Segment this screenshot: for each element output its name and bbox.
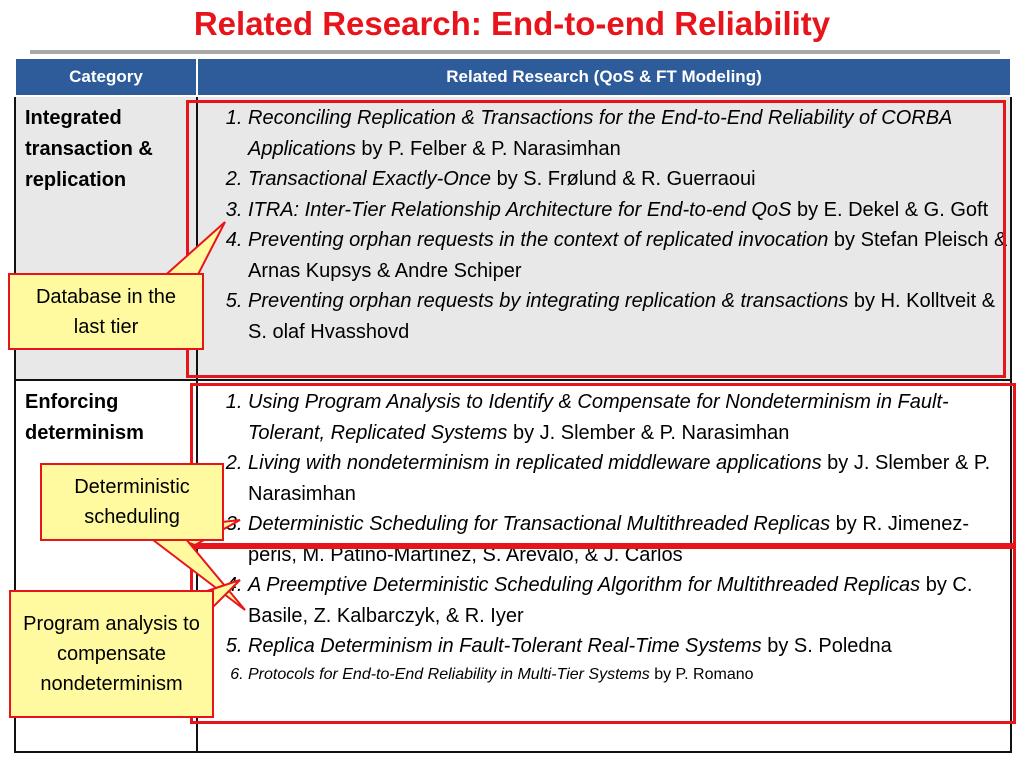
header-related-research: Related Research (QoS & FT Modeling): [197, 58, 1011, 96]
paper-authors: by J. Slember & P. Narasimhan: [248, 452, 991, 505]
paper-authors: by J. Slember & P. Narasimhan: [507, 421, 790, 444]
paper-authors: by P. Romano: [649, 665, 754, 683]
paper-title: Using Program Analysis to Identify & Compensate for Nondeterminism in Fault-Tolerant, Replicated Systems: [248, 391, 949, 444]
paper-title: Preventing orphan requests by integrating replication & transactions: [248, 290, 849, 312]
paper-authors: by S. Frølund & R. Guerraoui: [491, 168, 756, 190]
paper-authors: by H. Kolltveit & S. olaf Hvasshovd: [248, 290, 996, 343]
callout-deterministic-scheduling: Deterministic scheduling: [40, 463, 224, 541]
paper-authors: by Stefan Pleisch & Arnas Kupsys & Andre Schiper: [248, 229, 1008, 282]
paper-authors: by C. Basile, Z. Kalbarczyk, & R. Iyer: [248, 574, 973, 627]
paper-title: Reconciling Replication & Transactions for the End-to-End Reliability of CORBA Applications: [248, 107, 952, 160]
paper-title: Transactional Exactly-Once: [248, 168, 492, 190]
callout-program-analysis: Program analysis to compensate nondeterminism: [9, 590, 214, 718]
category-cell: Enforcing determinism: [25, 391, 144, 444]
slide-title: Related Research: End-to-end Reliability: [193, 5, 831, 42]
paper-authors: by P. Felber & P. Narasimhan: [355, 137, 621, 160]
paper-title: Deterministic Scheduling for Transactional Multithreaded Replicas: [248, 513, 831, 535]
paper-title: Protocols for End-to-End Reliability in Multi-Tier Systems: [248, 665, 650, 683]
paper-authors: by R. Jimenez-peris, M. Patino-Martínez, S. Arevalo, & J. Carlos: [248, 513, 970, 566]
paper-title: A Preemptive Deterministic Scheduling Algorithm for Multithreaded Replicas: [248, 574, 921, 596]
category-cell: Integrated transaction & replication: [25, 107, 153, 191]
callout-database: Database in the last tier: [8, 273, 204, 350]
header-category: Category: [15, 58, 197, 96]
paper-authors: by E. Dekel & G. Goft: [791, 198, 989, 221]
paper-authors: by S. Poledna: [761, 635, 892, 657]
paper-title: Living with nondeterminism in replicated middleware applications: [248, 452, 822, 474]
paper-title: Replica Determinism in Fault-Tolerant Real-Time Systems: [248, 635, 762, 657]
paper-title: Preventing orphan requests in the context of replicated invocation: [248, 229, 829, 251]
paper-title: ITRA: Inter-Tier Relationship Architecture for End-to-end QoS: [248, 198, 792, 221]
